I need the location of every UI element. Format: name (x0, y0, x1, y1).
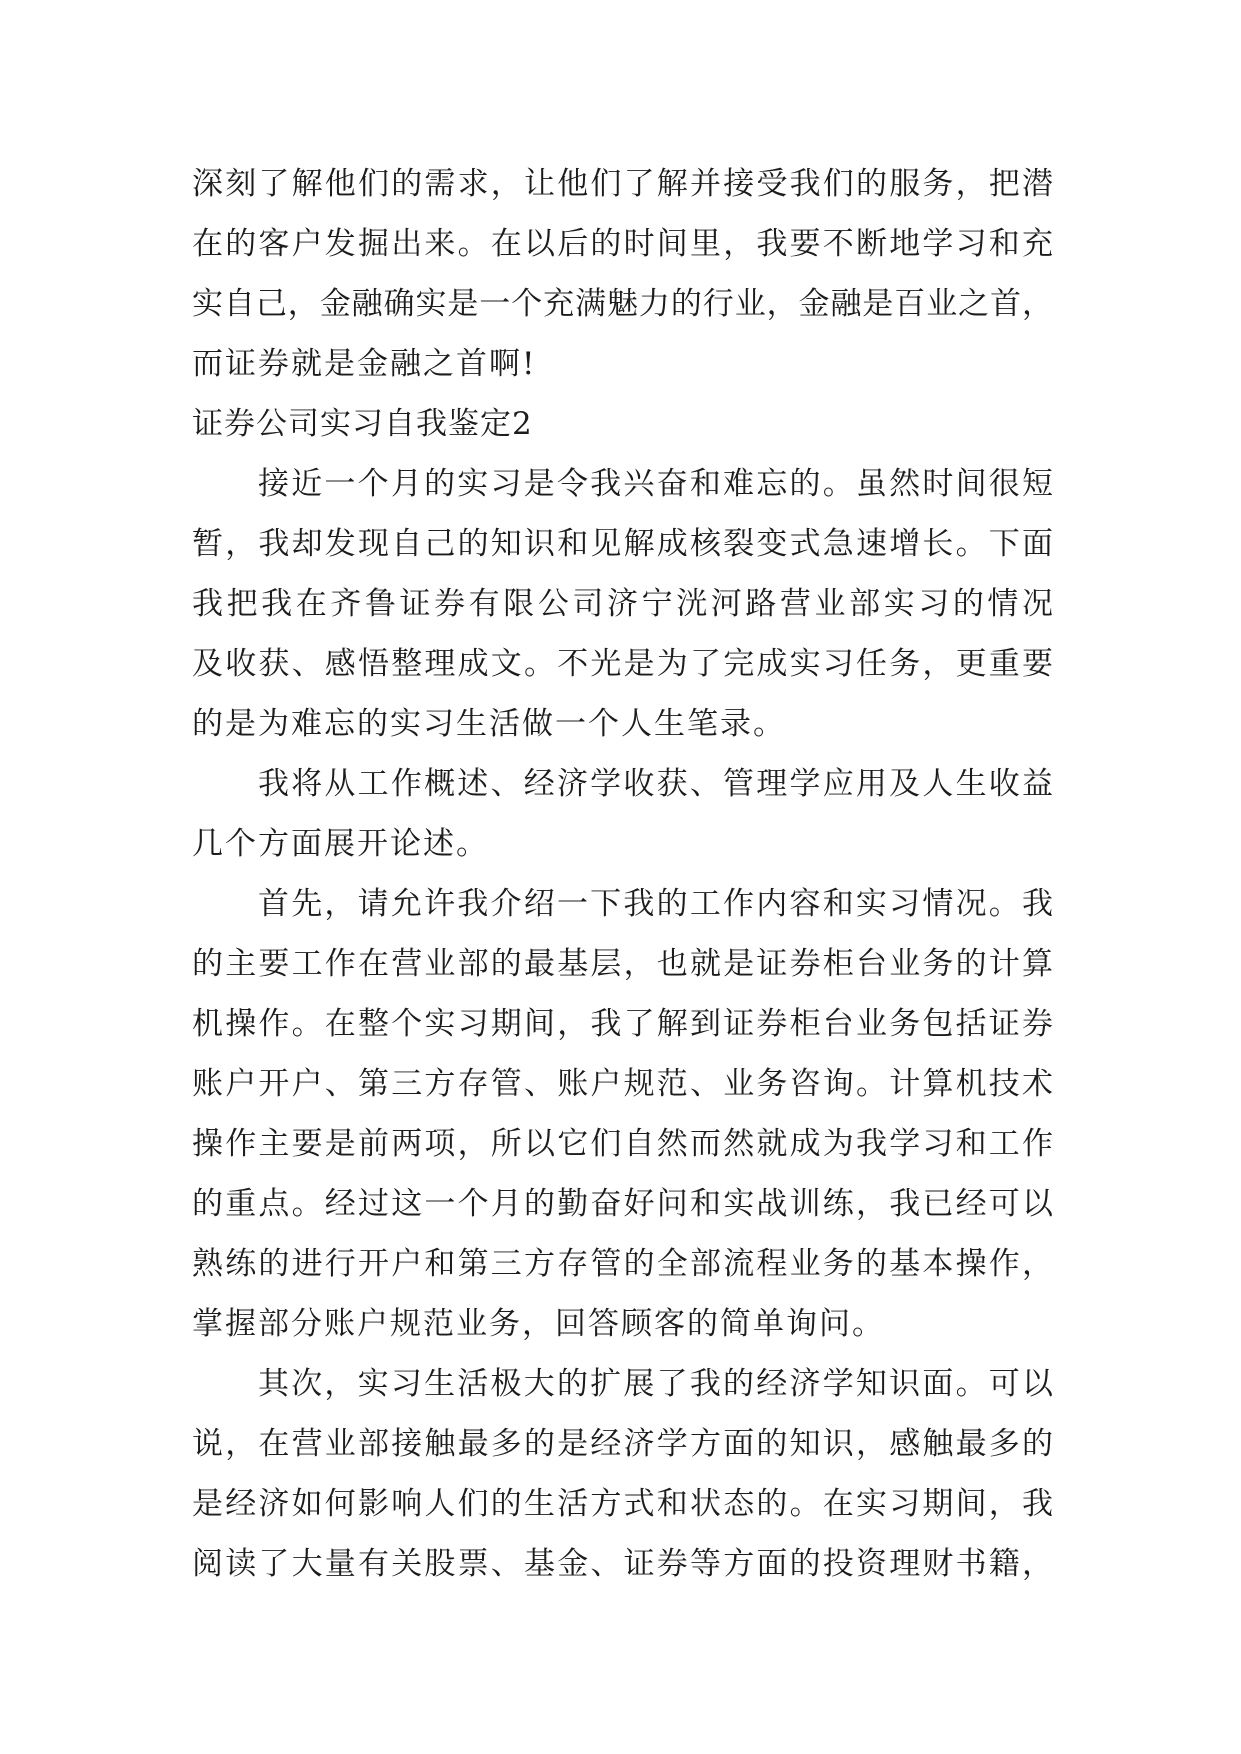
section-heading: 证券公司实习自我鉴定2 (192, 406, 533, 442)
text-line: 阅读了大量有关股票、基金、证券等方面的投资理财书籍， (192, 1546, 1053, 1582)
text-line: 掌握部分账户规范业务，回答顾客的简单询问。 (192, 1306, 885, 1342)
text-line: 账户开户、第三方存管、账户规范、业务咨询。计算机技术 (192, 1066, 1053, 1102)
text-line: 其次，实习生活极大的扩展了我的经济学知识面。可以 (258, 1366, 1053, 1402)
text-line: 的重点。经过这一个月的勤奋好问和实战训练，我已经可以 (192, 1186, 1053, 1222)
document-body (192, 154, 1053, 1594)
text-line: 操作主要是前两项，所以它们自然而然就成为我学习和工作 (192, 1126, 1053, 1162)
text-line: 暂，我却发现自己的知识和见解成核裂变式急速增长。下面 (192, 526, 1053, 562)
text-line: 而证券就是金融之首啊! (192, 346, 537, 382)
paragraph (192, 874, 1053, 1354)
text-line: 及收获、感悟整理成文。不光是为了完成实习任务，更重要 (192, 646, 1053, 682)
paragraph (192, 454, 1053, 754)
text-line: 在的客户发掘出来。在以后的时间里，我要不断地学习和充 (192, 226, 1053, 262)
text-line: 接近一个月的实习是令我兴奋和难忘的。虽然时间很短 (258, 466, 1053, 502)
paragraph-continuation (192, 154, 1053, 394)
text-line: 实自己，金融确实是一个充满魅力的行业，金融是百业之首， (192, 286, 1053, 322)
text-line: 我将从工作概述、经济学收获、管理学应用及人生收益 (258, 766, 1053, 802)
text-line: 的是为难忘的实习生活做一个人生笔录。 (192, 706, 786, 742)
text-line: 深刻了解他们的需求，让他们了解并接受我们的服务，把潜 (192, 166, 1053, 202)
text-line: 我把我在齐鲁证券有限公司济宁洸河路营业部实习的情况 (192, 586, 1053, 622)
paragraph (192, 1354, 1053, 1594)
paragraph (192, 754, 1053, 874)
text-line: 说，在营业部接触最多的是经济学方面的知识，感触最多的 (192, 1426, 1053, 1462)
text-line: 首先，请允许我介绍一下我的工作内容和实习情况。我 (258, 886, 1053, 922)
text-line: 机操作。在整个实习期间，我了解到证券柜台业务包括证券 (192, 1006, 1053, 1042)
text-line: 的主要工作在营业部的最基层，也就是证券柜台业务的计算 (192, 946, 1053, 982)
text-line: 是经济如何影响人们的生活方式和状态的。在实习期间，我 (192, 1486, 1053, 1522)
text-line: 熟练的进行开户和第三方存管的全部流程业务的基本操作， (192, 1246, 1053, 1282)
text-line: 几个方面展开论述。 (192, 826, 489, 862)
